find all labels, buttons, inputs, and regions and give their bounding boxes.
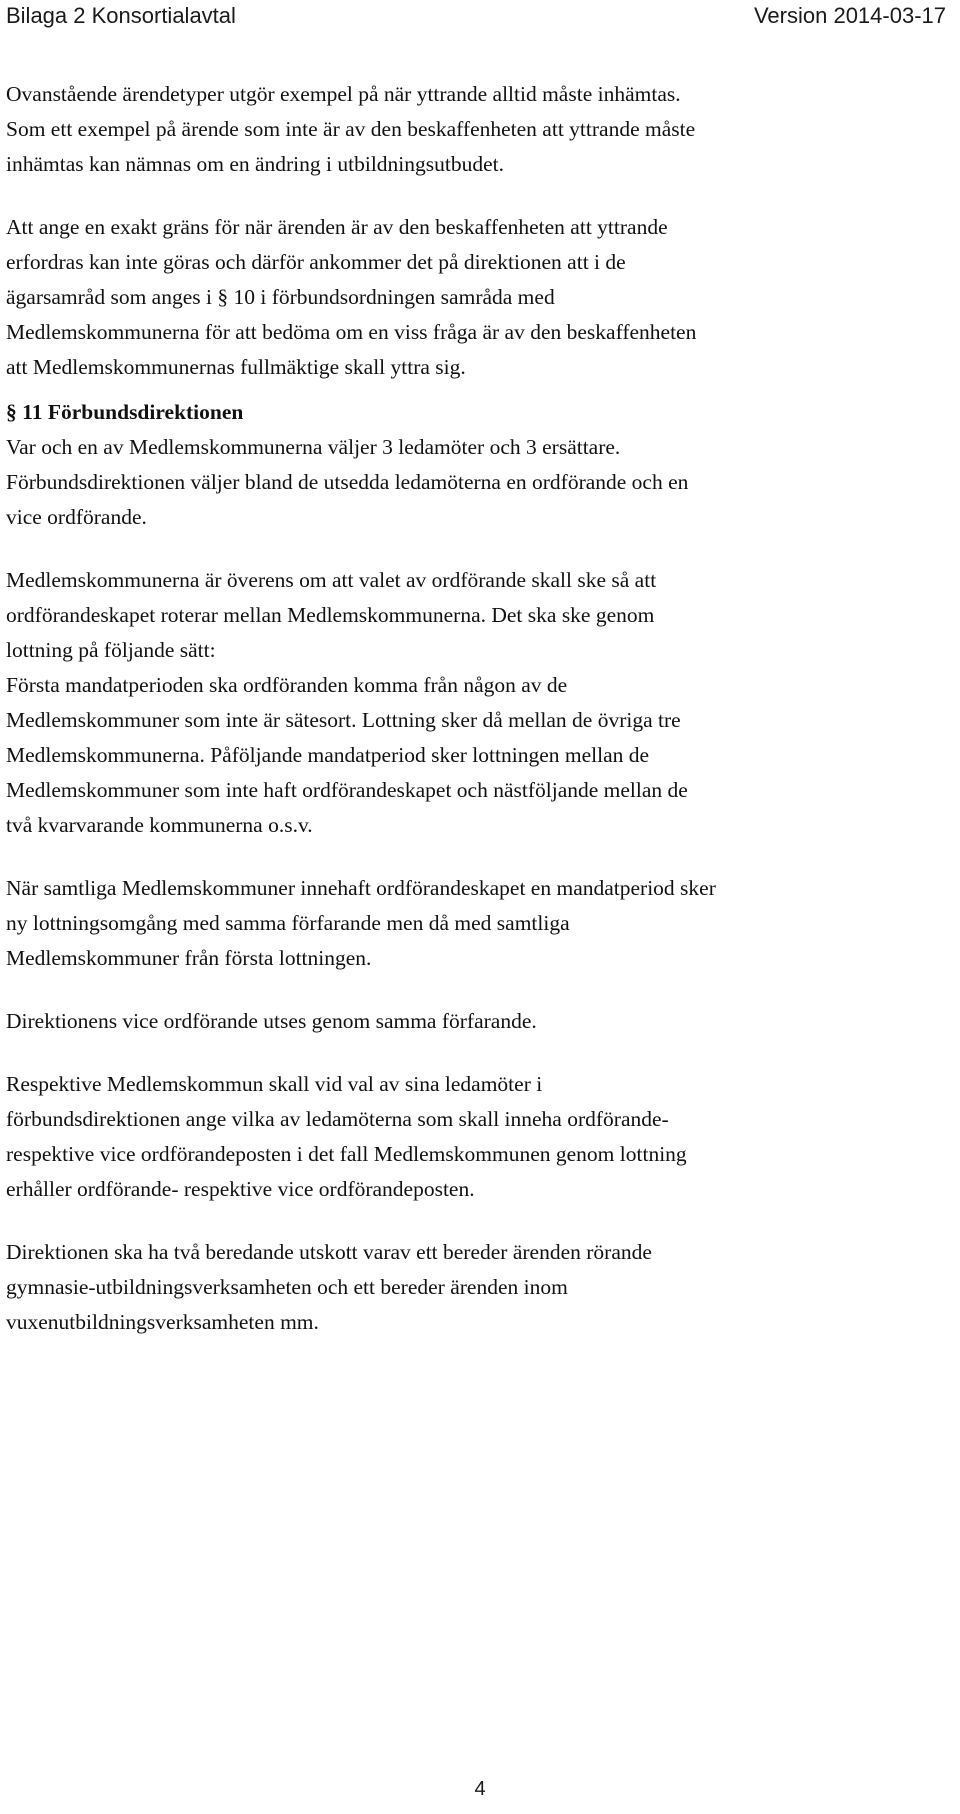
- text-line: ordförandeskapet roterar mellan Medlemskommunerna. Det ska ske genom: [6, 603, 655, 627]
- paragraph-1: [6, 77, 956, 182]
- text-line: att Medlemskommunernas fullmäktige skall yttra sig.: [6, 355, 466, 379]
- text-line: Som ett exempel på ärende som inte är av den beskaffenheten att yttrande måste: [6, 117, 696, 141]
- document-title: Bilaga 2 Konsortialavtal: [6, 3, 236, 28]
- text-line: Medlemskommuner från första lottningen.: [6, 946, 372, 970]
- text-line: Respektive Medlemskommun skall vid val av sina ledamöter i: [6, 1072, 543, 1096]
- text-line: erhåller ordförande- respektive vice ordförandeposten.: [6, 1177, 475, 1201]
- text-line: vuxenutbildningsverksamheten mm.: [6, 1310, 319, 1334]
- section-11: [6, 395, 956, 535]
- text-line: ägarsamråd som anges i § 10 i förbundsordningen samråda med: [6, 285, 555, 309]
- paragraph-8: [6, 1235, 956, 1340]
- text-line: Direktionen ska ha två beredande utskott varav ett bereder ärenden rörande: [6, 1240, 652, 1264]
- document-version: Version 2014-03-17: [753, 3, 946, 28]
- document-body: [6, 77, 956, 1368]
- paragraph-2: [6, 210, 956, 385]
- text-line: Medlemskommuner som inte haft ordförandeskapet och nästföljande mellan de: [6, 778, 688, 802]
- paragraph-4: [6, 563, 956, 843]
- text-line: Första mandatperioden ska ordföranden komma från någon av de: [6, 673, 568, 697]
- text-line: inhämtas kan nämnas om en ändring i utbildningsutbudet.: [6, 152, 505, 176]
- text-line: Medlemskommunerna. Påföljande mandatperiod sker lottningen mellan de: [6, 743, 650, 767]
- text-line: gymnasie-utbildningsverksamheten och ett bereder ärenden inom: [6, 1275, 568, 1299]
- text-line: förbundsdirektionen ange vilka av ledamöterna som skall inneha ordförande-: [6, 1107, 669, 1131]
- text-line: Att ange en exakt gräns för när ärenden är av den beskaffenheten att yttrande: [6, 215, 668, 239]
- text-line: Medlemskommuner som inte är sätesort. Lottning sker då mellan de övriga tre: [6, 708, 681, 732]
- text-line: Var och en av Medlemskommunerna väljer 3 ledamöter och 3 ersättare.: [6, 435, 621, 459]
- section-heading: § 11 Förbundsdirektionen: [6, 400, 244, 424]
- text-line: Förbundsdirektionen väljer bland de utsedda ledamöterna en ordförande och en: [6, 470, 689, 494]
- text-line: Medlemskommunerna för att bedöma om en viss fråga är av den beskaffenheten: [6, 320, 697, 344]
- text-line: två kvarvarande kommunerna o.s.v.: [6, 813, 313, 837]
- text-line: Medlemskommunerna är överens om att valet av ordförande skall ske så att: [6, 568, 657, 592]
- text-line: vice ordförande.: [6, 505, 147, 529]
- text-line: erfordras kan inte göras och därför ankommer det på direktionen att i de: [6, 250, 626, 274]
- text-line: Ovanstående ärendetyper utgör exempel på när yttrande alltid måste inhämtas.: [6, 82, 681, 106]
- paragraph-5: [6, 871, 956, 976]
- page-number: 4: [474, 1778, 486, 1800]
- paragraph-7: [6, 1067, 956, 1207]
- text-line: När samtliga Medlemskommuner innehaft ordförandeskapet en mandatperiod sker: [6, 876, 716, 900]
- text-line: lottning på följande sätt:: [6, 638, 216, 662]
- text-line: respektive vice ordförandeposten i det fall Medlemskommunen genom lottning: [6, 1142, 687, 1166]
- text-line: ny lottningsomgång med samma förfarande men då med samtliga: [6, 911, 570, 935]
- text-line: Direktionens vice ordförande utses genom samma förfarande.: [6, 1009, 537, 1033]
- page-header: [0, 0, 960, 40]
- paragraph-6: [6, 1004, 956, 1039]
